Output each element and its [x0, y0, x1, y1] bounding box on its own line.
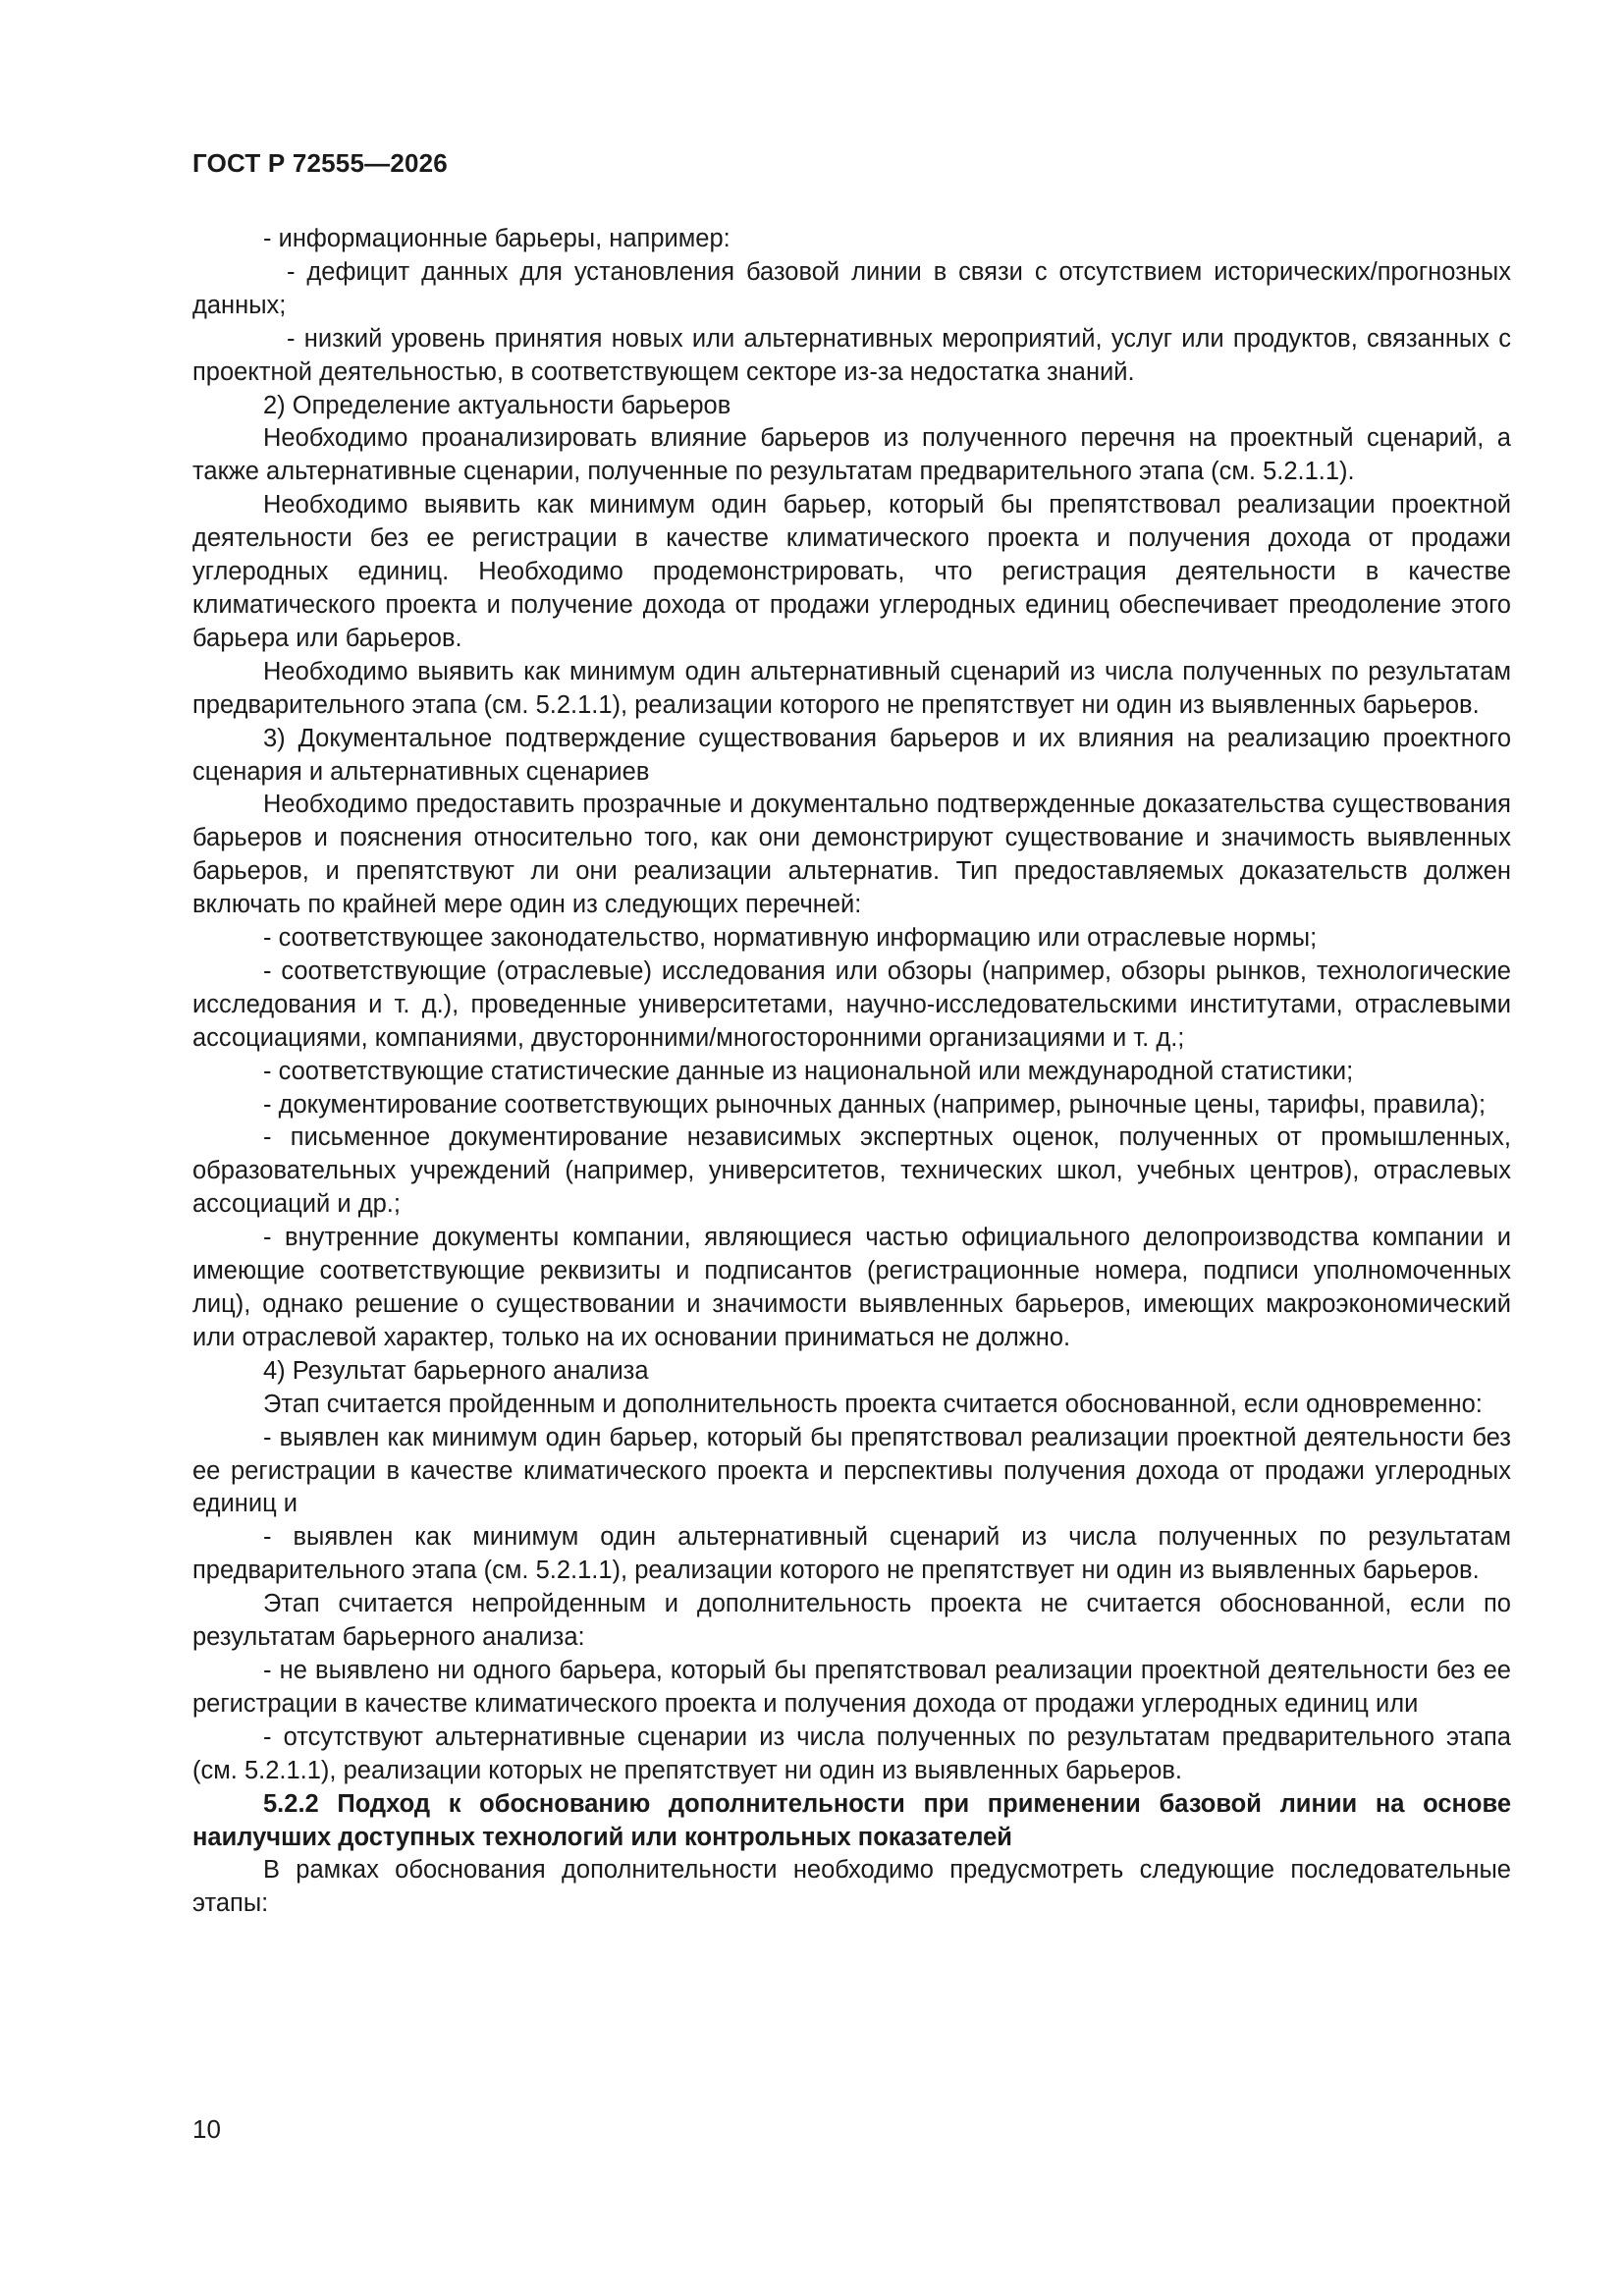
paragraph: Необходимо проанализировать влияние барьеров из полученного перечня на проектный сценарий, а также альтернативные сценарии, полученные по результатам предварительного этапа (см. 5.2.1.1). [192, 424, 1511, 486]
list-item: - соответствующие статистические данные из национальной или международной статистики; [263, 1057, 1354, 1085]
paragraph: Необходимо предоставить прозрачные и документально подтвержденные доказательства существования барьеров и пояснения относительно того, как они демонстрируют существование и значимость выявленных барьеров, и препятствуют ли они реализации альтернатив. Тип предоставляемых доказательств должен включать по крайней мере один из следующих перечней: [192, 791, 1511, 919]
section-heading: 5.2.2 Подход к обоснованию дополнительности при применении базовой линии на основе наилучших доступных технологий или контрольных показателей [192, 1789, 1511, 1851]
paragraph: Этап считается непройденным и дополнительность проекта не считается обоснованной, если по результатам барьерного анализа: [192, 1590, 1511, 1652]
subsection-title: 3) Документальное подтверждение существования барьеров и их влияния на реализацию проектного сценария и альтернативных сценариев [192, 724, 1511, 786]
document-header: ГОСТ Р 72555—2026 [192, 148, 448, 178]
paragraph: Необходимо выявить как минимум один альтернативный сценарий из числа полученных по результатам предварительного этапа (см. 5.2.1.1), реализации которого не препятствует ни один из выявленных барьеров. [192, 657, 1511, 719]
list-item: - дефицит данных для установления базовой линии в связи с отсутствием исторических/прогнозных данных; [192, 257, 1511, 319]
list-item: - документирование соответствующих рыночных данных (например, рыночные цены, тарифы, правила); [263, 1090, 1487, 1119]
list-item: - низкий уровень принятия новых или альтернативных мероприятий, услуг или продуктов, связанных с проектной деятельностью, в соответствующем секторе из-за недостатка знаний. [192, 324, 1511, 386]
page-number: 10 [192, 2114, 221, 2144]
subsection-title: 4) Результат барьерного анализа [263, 1356, 649, 1385]
list-item: - информационные барьеры, например: [263, 225, 730, 252]
paragraph: В рамках обоснования дополнительности необходимо предусмотреть следующие последовательные этапы: [192, 1856, 1511, 1918]
paragraph: Необходимо выявить как минимум один барьер, который бы препятствовал реализации проектной деятельности без ее регистрации в качестве климатического проекта и получения дохода от продажи углеродных единиц. Необходимо продемонстрировать, что регистрация деятельности в качестве климатического проекта и получение дохода от продажи углеродных единиц обеспечивает преодоление этого барьера или барьеров. [192, 491, 1511, 652]
list-item: - письменное документирование независимых экспертных оценок, полученных от промышленных, образовательных учреждений (например, университетов, технических школ, учебных центров), отраслевых ассоциаций и др.; [192, 1123, 1511, 1219]
list-item: - выявлен как минимум один барьер, который бы препятствовал реализации проектной деятельности без ее регистрации в качестве климатического проекта и перспективы получения дохода от продажи углеродных единиц и [192, 1423, 1511, 1518]
list-item: - отсутствуют альтернативные сценарии из числа полученных по результатам предварительного этапа (см. 5.2.1.1), реализации которых не препятствует ни один из выявленных барьеров. [192, 1722, 1511, 1784]
list-item: - соответствующие (отраслевые) исследования или обзоры (например, обзоры рынков, технологические исследования и т. д.), проведенные университетами, научно-исследовательскими институтами, отраслевыми ассоциациями, компаниями, двусторонними/многосторонними организациями и т. д.; [192, 957, 1511, 1052]
body-text [192, 223, 1511, 1921]
list-item: - не выявлено ни одного барьера, который бы препятствовал реализации проектной деятельности без ее регистрации в качестве климатического проекта и получения дохода от продажи углеродных единиц или [192, 1656, 1511, 1718]
list-item: - соответствующее законодательство, нормативную информацию или отраслевые нормы; [263, 924, 1318, 953]
subsection-title: 2) Определение актуальности барьеров [263, 391, 731, 419]
list-item: - выявлен как минимум один альтернативный сценарий из числа полученных по результатам предварительного этапа (см. 5.2.1.1), реализации которого не препятствует ни один из выявленных барьеров. [192, 1523, 1511, 1585]
paragraph: Этап считается пройденным и дополнительность проекта считается обоснованной, если одновременно: [263, 1390, 1483, 1418]
list-item: - внутренние документы компании, являющиеся частью официального делопроизводства компании и имеющие соответствующие реквизиты и подписантов (регистрационные номера, подписи уполномоченных лиц), однако решение о существовании и значимости выявленных барьеров, имеющих макроэкономический или отраслевой характер, только на их основании приниматься не должно. [192, 1224, 1511, 1351]
